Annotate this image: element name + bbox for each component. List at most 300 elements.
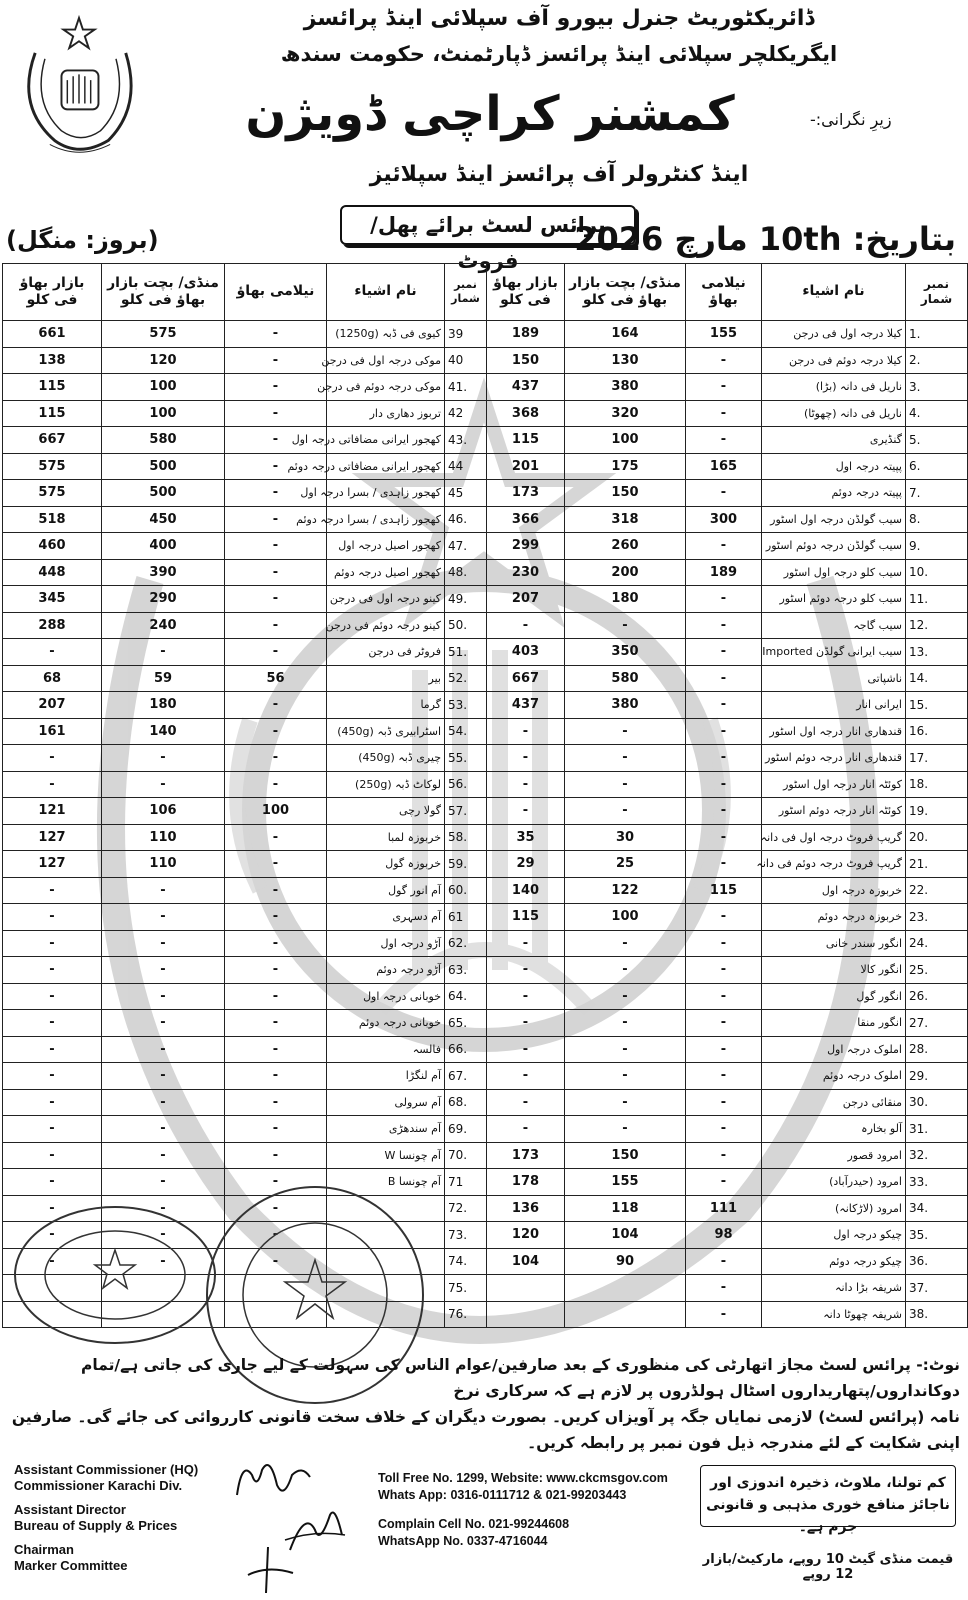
cell-auction-right: - (225, 1222, 327, 1249)
notice-text (10, 1352, 960, 1456)
signature-1-icon (232, 1455, 312, 1505)
cell-sr-right: 47. (445, 533, 487, 560)
cell-bazaar-right: 460 (3, 533, 102, 560)
cell-bazaar: 667 (487, 665, 565, 692)
cell-bazaar: 368 (487, 400, 565, 427)
commissioner-title: کمشنر کراچی ڈویژن (245, 86, 735, 142)
cell-item-right: آم لنگڑا (327, 1063, 445, 1090)
cell-item-right: آم سرولی (327, 1089, 445, 1116)
cell-mandi-right: - (102, 1010, 225, 1037)
cell-mandi: - (565, 983, 686, 1010)
cell-bazaar-right: 518 (3, 506, 102, 533)
cell-sr-right: 50. (445, 612, 487, 639)
cell-bazaar-right: 121 (3, 798, 102, 825)
cell-mandi: - (565, 1116, 686, 1143)
cell-mandi-right: 100 (102, 400, 225, 427)
cell-auction-right: - (225, 639, 327, 666)
cell-bazaar: 189 (487, 321, 565, 348)
cell-mandi: 150 (565, 1142, 686, 1169)
cell-auction: - (686, 586, 762, 613)
cell-sr: 11. (906, 586, 968, 613)
cell-sr-right: 62. (445, 930, 487, 957)
cell-item: ناشپاتی (762, 665, 906, 692)
cell-bazaar (487, 1275, 565, 1302)
cell-auction: - (686, 771, 762, 798)
table-row (3, 506, 968, 533)
cell-mandi: 155 (565, 1169, 686, 1196)
cell-mandi: - (565, 1089, 686, 1116)
cell-auction-right: - (225, 904, 327, 931)
cell-item-right: فالسہ (327, 1036, 445, 1063)
cell-item-right: خربوزہ لمبا (327, 824, 445, 851)
cell-bazaar: 136 (487, 1195, 565, 1222)
cell-sr-right: 53. (445, 692, 487, 719)
cell-auction-right: - (225, 851, 327, 878)
cell-mandi-right: 106 (102, 798, 225, 825)
cell-auction: - (686, 983, 762, 1010)
cell-sr-right: 56. (445, 771, 487, 798)
cell-bazaar: 230 (487, 559, 565, 586)
warning-line-2: ناجائز منافع خوری مذہبی و قانونی جرم ہے۔ (706, 1497, 950, 1535)
cell-item-right: کھجور زاہدی / بسرا درجہ دوئم (327, 506, 445, 533)
cell-mandi-right: 110 (102, 851, 225, 878)
cell-auction: - (686, 1248, 762, 1275)
cell-item: خربوزہ درجہ اول (762, 877, 906, 904)
cell-bazaar-right: - (3, 1169, 102, 1196)
directorate-title: ڈائریکٹوریٹ جنرل بیورو آف سپلائی اینڈ پرائسز (303, 6, 815, 31)
table-row (3, 374, 968, 401)
cell-sr: 1. (906, 321, 968, 348)
cell-item: پپیتہ درجہ دوئم (762, 480, 906, 507)
cell-item-right: موکی درجہ اول فی درجن (327, 347, 445, 374)
cell-bazaar-right: 575 (3, 453, 102, 480)
cell-item-right: آم سندھڑی (327, 1116, 445, 1143)
contacts-block (378, 1470, 708, 1562)
header-bazaar-right: بازار بھاؤ فی کلو (3, 264, 102, 321)
cell-bazaar-right: 667 (3, 427, 102, 454)
cell-auction: 98 (686, 1222, 762, 1249)
cell-sr-right: 42 (445, 400, 487, 427)
cell-mandi-right: - (102, 1195, 225, 1222)
header-bazaar-left: بازار بھاؤ فی کلو (487, 264, 565, 321)
cell-bazaar: - (487, 1116, 565, 1143)
cell-mandi: 580 (565, 665, 686, 692)
cell-bazaar: - (487, 1036, 565, 1063)
cell-auction: - (686, 427, 762, 454)
cell-bazaar: 299 (487, 533, 565, 560)
cell-bazaar-right: - (3, 639, 102, 666)
cell-sr-right: 48. (445, 559, 487, 586)
cell-sr: 4. (906, 400, 968, 427)
cell-sr-right: 52. (445, 665, 487, 692)
cell-item: گریپ فروٹ درجہ دوئم فی دانہ (762, 851, 906, 878)
cell-mandi-right: - (102, 1116, 225, 1143)
cell-sr: 3. (906, 374, 968, 401)
cell-auction-right: - (225, 1063, 327, 1090)
cell-bazaar-right: 115 (3, 400, 102, 427)
cell-item: انگور کالا (762, 957, 906, 984)
cell-auction-right: - (225, 612, 327, 639)
cell-auction-right: - (225, 718, 327, 745)
cell-bazaar: 201 (487, 453, 565, 480)
cell-auction-right: - (225, 400, 327, 427)
table-row (3, 1063, 968, 1090)
cell-mandi-right: - (102, 1248, 225, 1275)
cell-item: چیکو درجہ اول (762, 1222, 906, 1249)
cell-item: گنڈیری (762, 427, 906, 454)
cell-item-right: کیوی فی ڈبہ (1250g) (327, 321, 445, 348)
cell-item: سیب گولڈن درجہ اول اسٹور (762, 506, 906, 533)
cell-bazaar-right: - (3, 1036, 102, 1063)
official-1-office: Commissioner Karachi Div. (14, 1478, 183, 1493)
cell-item: املوک درجہ دوئم (762, 1063, 906, 1090)
cell-auction-right: - (225, 506, 327, 533)
header-mandi-right: منڈی/ بچت بازار بھاؤ فی کلو (102, 264, 225, 321)
cell-auction-right: - (225, 480, 327, 507)
warning-box (700, 1465, 956, 1535)
cell-auction: - (686, 374, 762, 401)
cell-mandi-right: - (102, 877, 225, 904)
cell-bazaar: 150 (487, 347, 565, 374)
cell-auction: - (686, 400, 762, 427)
cell-mandi-right: 400 (102, 533, 225, 560)
cell-auction-right: - (225, 321, 327, 348)
notice-line-1: نوٹ:- پرائس لسٹ مجاز اتھارٹی کی منظوری کے بعد صارفین/عوام الناس کی سہولت کے لیے جاری کی جاتی ہے/تمام دوکانداروں/پتھاریداروں اسٹال ہولڈروں پر لازم ہے کہ سرکاری نرخ (81, 1356, 960, 1400)
cell-auction: - (686, 904, 762, 931)
cell-auction: - (686, 692, 762, 719)
cell-auction: - (686, 1036, 762, 1063)
controller-title: اینڈ کنٹرولر آف پرائسز اینڈ سپلائیز (369, 162, 749, 187)
official-2-title: Assistant Director (14, 1502, 126, 1517)
cell-mandi-right: - (102, 1222, 225, 1249)
cell-bazaar: 120 (487, 1222, 565, 1249)
cell-mandi: - (565, 1010, 686, 1037)
cell-mandi-right: - (102, 1063, 225, 1090)
cell-item-right: کینو درجہ اول فی درجن (327, 586, 445, 613)
cell-item-right: تربوز دھاری دار (327, 400, 445, 427)
cell-bazaar-right: - (3, 1248, 102, 1275)
sindh-government-emblem-icon (10, 14, 148, 160)
cell-auction: - (686, 480, 762, 507)
cell-sr: 14. (906, 665, 968, 692)
cell-auction: - (686, 957, 762, 984)
cell-mandi-right: 575 (102, 321, 225, 348)
cell-mandi: 180 (565, 586, 686, 613)
cell-item: شریفہ بڑا دانہ (762, 1275, 906, 1302)
cell-mandi: 118 (565, 1195, 686, 1222)
cell-sr: 27. (906, 1010, 968, 1037)
cell-auction-right: - (225, 586, 327, 613)
cell-mandi: 350 (565, 639, 686, 666)
cell-auction: - (686, 639, 762, 666)
cell-item-right: آڑو درجہ اول (327, 930, 445, 957)
cell-sr-right: 44 (445, 453, 487, 480)
header-auction-left: نیلامی بھاؤ (686, 264, 762, 321)
cell-bazaar-right: - (3, 904, 102, 931)
cell-auction: 111 (686, 1195, 762, 1222)
official-3-title: Chairman (14, 1542, 74, 1557)
cell-mandi-right: 59 (102, 665, 225, 692)
cell-bazaar-right: - (3, 1195, 102, 1222)
table-row (3, 824, 968, 851)
cell-item: قندھاری انار درجہ اول اسٹور (762, 718, 906, 745)
cell-bazaar: 207 (487, 586, 565, 613)
cell-bazaar: - (487, 1063, 565, 1090)
cell-mandi: 130 (565, 347, 686, 374)
cell-bazaar: 178 (487, 1169, 565, 1196)
cell-sr-right: 64. (445, 983, 487, 1010)
cell-mandi-right: 580 (102, 427, 225, 454)
table-row (3, 983, 968, 1010)
cell-auction-right: - (225, 347, 327, 374)
cell-bazaar-right: - (3, 983, 102, 1010)
cell-item: املوک درجہ اول (762, 1036, 906, 1063)
cell-auction: 300 (686, 506, 762, 533)
cell-item: انگور سندر خانی (762, 930, 906, 957)
cell-bazaar-right: 138 (3, 347, 102, 374)
cell-auction: - (686, 1301, 762, 1328)
cell-auction: - (686, 1089, 762, 1116)
table-row (3, 1010, 968, 1037)
cell-auction: 189 (686, 559, 762, 586)
cell-sr: 5. (906, 427, 968, 454)
cell-auction-right: - (225, 771, 327, 798)
cell-bazaar-right: - (3, 877, 102, 904)
table-row (3, 665, 968, 692)
table-row (3, 877, 968, 904)
cell-item-right: آڑو درجہ دوئم (327, 957, 445, 984)
cell-item: خربوزہ درجہ دوئم (762, 904, 906, 931)
cell-auction: - (686, 798, 762, 825)
cell-item-right: خوبانی درجہ دوئم (327, 1010, 445, 1037)
cell-mandi-right: 290 (102, 586, 225, 613)
cell-sr-right: 68. (445, 1089, 487, 1116)
cell-bazaar: - (487, 1089, 565, 1116)
notice-line-2: نامہ (پرائس لسٹ) لازمی نمایاں جگہ پر آویزاں کریں۔ بصورت دیگران کے خلاف سخت قانونی کارروائی کی جائے گی۔ صارفین اپنی شکایت کے لئے مندرجہ ذیل فون نمبر پر رابطہ کریں۔ (11, 1408, 960, 1452)
cell-mandi: 200 (565, 559, 686, 586)
cell-auction-right: - (225, 1036, 327, 1063)
cell-auction: - (686, 851, 762, 878)
table-row (3, 586, 968, 613)
cell-sr: 9. (906, 533, 968, 560)
cell-auction-right: 100 (225, 798, 327, 825)
cell-auction-right: - (225, 559, 327, 586)
cell-bazaar: 140 (487, 877, 565, 904)
department-title: ایگریکلچر سپلائی اینڈ پرائسز ڈپارٹمنٹ، حکومت سندھ (280, 42, 838, 66)
cell-bazaar-right: 127 (3, 824, 102, 851)
cell-bazaar-right: - (3, 1222, 102, 1249)
cell-auction: 165 (686, 453, 762, 480)
cell-mandi-right: - (102, 983, 225, 1010)
cell-sr: 28. (906, 1036, 968, 1063)
cell-bazaar-right: - (3, 957, 102, 984)
cell-auction: 115 (686, 877, 762, 904)
table-row (3, 1169, 968, 1196)
cell-auction: - (686, 1010, 762, 1037)
table-row (3, 321, 968, 348)
table-row (3, 612, 968, 639)
cell-item: ناریل فی دانہ (چھوٹا) (762, 400, 906, 427)
cell-bazaar: - (487, 930, 565, 957)
cell-bazaar: - (487, 983, 565, 1010)
cell-mandi: 100 (565, 904, 686, 931)
cell-sr: 24. (906, 930, 968, 957)
cell-bazaar-right: - (3, 930, 102, 957)
cell-auction-right: - (225, 1010, 327, 1037)
cell-item-right: بیر (327, 665, 445, 692)
cell-sr-right: 72. (445, 1195, 487, 1222)
cell-bazaar-right: - (3, 771, 102, 798)
cell-item: سیب کلو درجہ اول اسٹور (762, 559, 906, 586)
cell-mandi-right: - (102, 1142, 225, 1169)
header-auction-right: نیلامی بھاؤ (225, 264, 327, 321)
cell-auction: - (686, 1275, 762, 1302)
cell-auction-right: - (225, 1142, 327, 1169)
date-label: بتاریخ: 10th مارچ 2026 (574, 220, 956, 258)
cell-auction-right: - (225, 427, 327, 454)
cell-item: انگور گول (762, 983, 906, 1010)
table-row (3, 453, 968, 480)
cell-mandi-right: - (102, 904, 225, 931)
cell-sr-right: 73. (445, 1222, 487, 1249)
cell-sr-right: 71 (445, 1169, 487, 1196)
header-mandi-left: منڈی/ بچت بازار بھاؤ فی کلو (565, 264, 686, 321)
cell-sr-right: 63. (445, 957, 487, 984)
official-1-title: Assistant Commissioner (HQ) (14, 1462, 199, 1477)
cell-auction-right: - (225, 374, 327, 401)
cell-item: امرود قصور (762, 1142, 906, 1169)
cell-sr: 16. (906, 718, 968, 745)
table-row (3, 692, 968, 719)
cell-bazaar: 366 (487, 506, 565, 533)
cell-item-right: کینو درجہ دوئم فی درجن (327, 612, 445, 639)
cell-mandi-right: - (102, 639, 225, 666)
cell-item-right: چیری ڈبہ (450g) (327, 745, 445, 772)
cell-mandi: 320 (565, 400, 686, 427)
commission-note: قیمت منڈی گیٹ 10 روپے، مارکیٹ/بازار 12 روپے (702, 1552, 954, 1582)
table-row (3, 347, 968, 374)
cell-bazaar: 29 (487, 851, 565, 878)
header-item-right: نام اشیاء (327, 264, 445, 321)
cell-sr: 26. (906, 983, 968, 1010)
cell-item: سیب گاجہ (762, 612, 906, 639)
cell-sr: 37. (906, 1275, 968, 1302)
price-table (2, 263, 968, 1328)
cell-auction-right: - (225, 1089, 327, 1116)
table-row (3, 798, 968, 825)
table-row (3, 427, 968, 454)
cell-mandi-right: 140 (102, 718, 225, 745)
whatsapp-numbers: Whats App: 0316-0111712 & 021-99203443 (378, 1488, 627, 1502)
cell-mandi: 318 (565, 506, 686, 533)
cell-auction-right: - (225, 453, 327, 480)
cell-bazaar (487, 1301, 565, 1328)
cell-bazaar: 115 (487, 904, 565, 931)
cell-item-right: آم چونسا B (327, 1169, 445, 1196)
cell-bazaar-right: - (3, 1010, 102, 1037)
cell-auction-right: - (225, 745, 327, 772)
cell-item: کوئٹہ انار درجہ اول اسٹور (762, 771, 906, 798)
header-serial-left: نمبر شمار (906, 264, 968, 321)
cell-sr: 18. (906, 771, 968, 798)
cell-sr: 17. (906, 745, 968, 772)
toll-free-website: Toll Free No. 1299, Website: www.ckcmsgov.com (378, 1471, 668, 1485)
cell-auction: - (686, 1063, 762, 1090)
cell-sr-right: 43. (445, 427, 487, 454)
cell-mandi-right: 500 (102, 453, 225, 480)
cell-item-right: آم چونسا W (327, 1142, 445, 1169)
cell-bazaar-right: 661 (3, 321, 102, 348)
cell-bazaar-right: 115 (3, 374, 102, 401)
cell-item-right: فروٹر فی درجن (327, 639, 445, 666)
table-row (3, 559, 968, 586)
cell-item-right: کھجور اصیل درجہ دوئم (327, 559, 445, 586)
cell-sr: 20. (906, 824, 968, 851)
cell-item-right: خوبانی درجہ اول (327, 983, 445, 1010)
cell-sr: 30. (906, 1089, 968, 1116)
cell-sr-right: 60. (445, 877, 487, 904)
cell-auction-right: - (225, 1116, 327, 1143)
table-row (3, 1036, 968, 1063)
cell-bazaar-right: 207 (3, 692, 102, 719)
cell-sr-right: 76. (445, 1301, 487, 1328)
cell-bazaar-right: 161 (3, 718, 102, 745)
cell-bazaar-right: - (3, 1089, 102, 1116)
cell-item: سیب کلو درجہ دوئم اسٹور (762, 586, 906, 613)
cell-sr: 22. (906, 877, 968, 904)
cell-auction: 155 (686, 321, 762, 348)
cell-item-right: کھجور ایرانی مضافاتی درجہ اول (327, 427, 445, 454)
cell-sr: 6. (906, 453, 968, 480)
table-row (3, 904, 968, 931)
cell-sr-right: 74. (445, 1248, 487, 1275)
cell-sr-right: 65. (445, 1010, 487, 1037)
cell-mandi: - (565, 798, 686, 825)
cell-sr-right: 70. (445, 1142, 487, 1169)
cell-item: کوئٹہ انار درجہ دوئم اسٹور (762, 798, 906, 825)
cell-item: سیب گولڈن درجہ دوئم اسٹور (762, 533, 906, 560)
cell-bazaar-right: - (3, 1142, 102, 1169)
cell-mandi-right: 500 (102, 480, 225, 507)
cell-item-right: آم انور گول (327, 877, 445, 904)
cell-bazaar: 173 (487, 1142, 565, 1169)
cell-sr: 33. (906, 1169, 968, 1196)
cell-sr: 23. (906, 904, 968, 931)
cell-mandi: - (565, 1036, 686, 1063)
cell-sr: 29. (906, 1063, 968, 1090)
cell-bazaar-right: - (3, 1116, 102, 1143)
cell-item: کیلا درجہ دوئم فی درجن (762, 347, 906, 374)
cell-bazaar: - (487, 718, 565, 745)
cell-item-right: کھجور زاہدی / بسرا درجہ اول (327, 480, 445, 507)
cell-sr: 38. (906, 1301, 968, 1328)
table-row (3, 745, 968, 772)
table-row (3, 1089, 968, 1116)
cell-auction-right: - (225, 1195, 327, 1222)
cell-bazaar: 403 (487, 639, 565, 666)
cell-auction: - (686, 665, 762, 692)
cell-bazaar: - (487, 771, 565, 798)
cell-mandi-right: 110 (102, 824, 225, 851)
cell-mandi: 380 (565, 374, 686, 401)
cell-auction-right: - (225, 692, 327, 719)
cell-item-right: کھجور اصیل درجہ اول (327, 533, 445, 560)
cell-mandi (565, 1275, 686, 1302)
cell-sr-right: 67. (445, 1063, 487, 1090)
day-label: (بروز: منگل) (6, 226, 159, 254)
cell-mandi-right: - (102, 771, 225, 798)
cell-sr: 13. (906, 639, 968, 666)
